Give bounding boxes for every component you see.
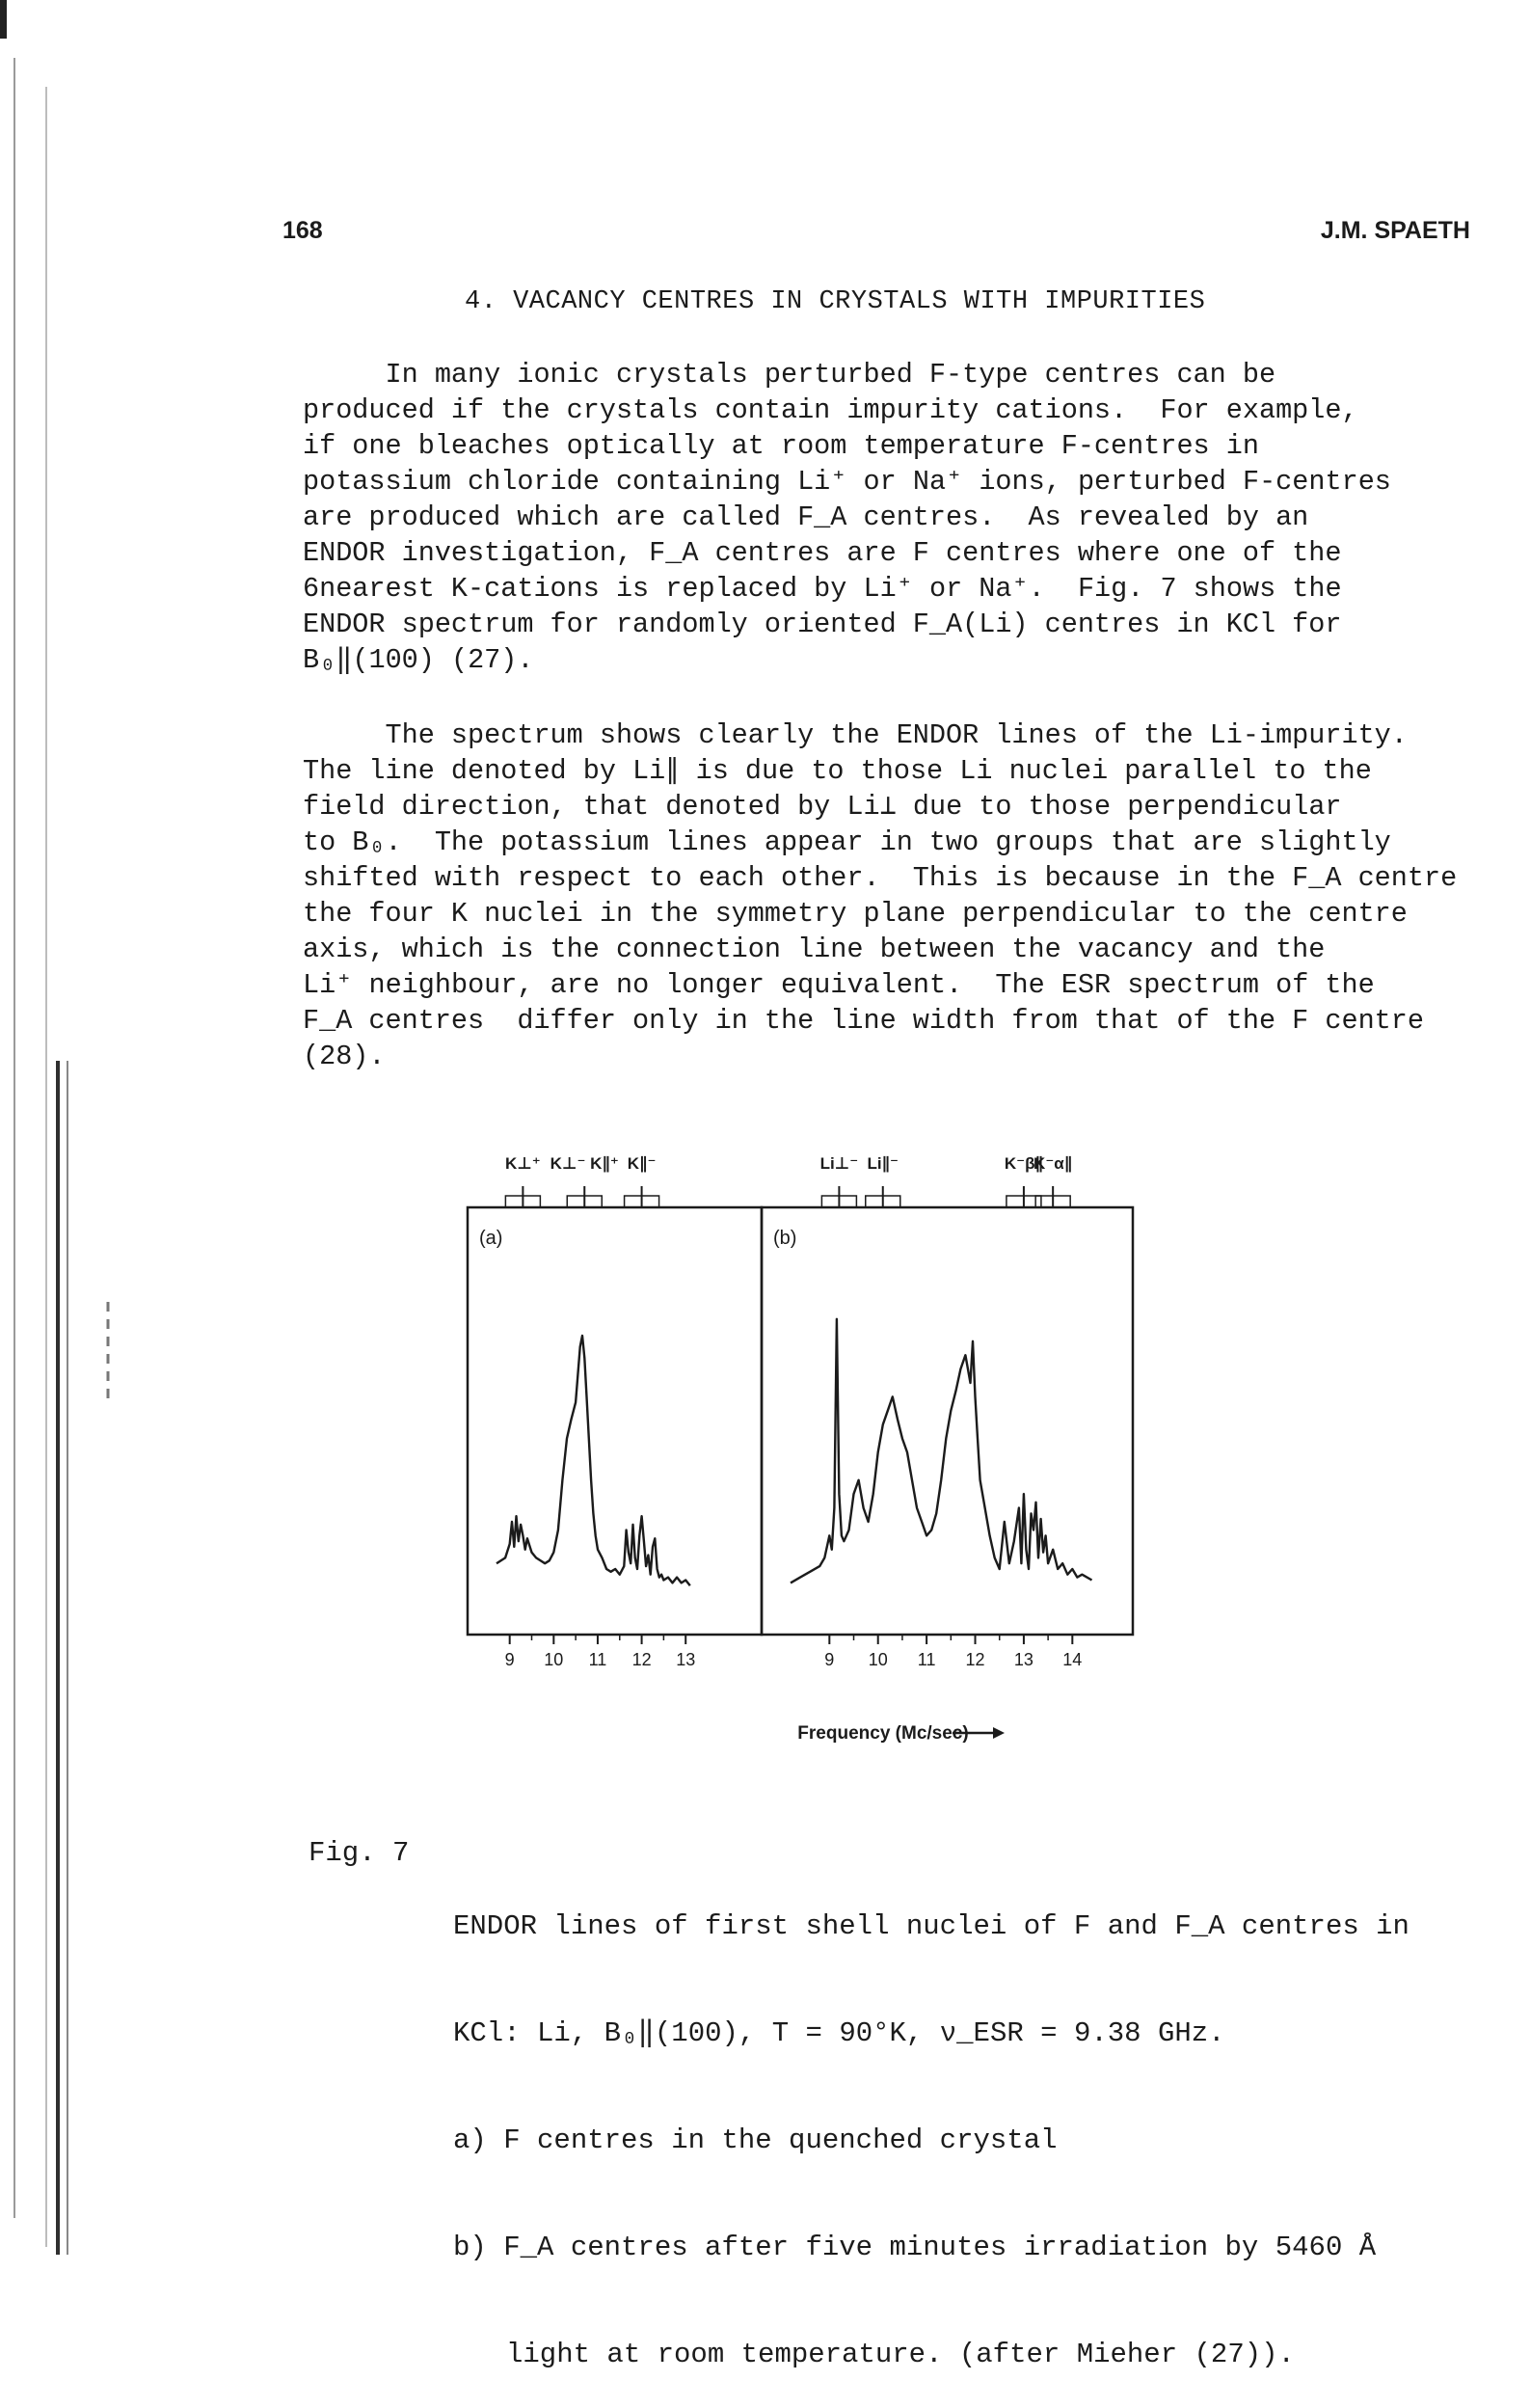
figure-caption-label: Fig. 7 (309, 1837, 410, 1869)
x-tick-label: 9 (824, 1650, 835, 1669)
page-number: 168 (282, 217, 323, 244)
body-paragraph-2: The spectrum shows clearly the ENDOR lines of the Li-impurity. The line denoted by Li∥ is due to those Li nuclei parallel to the field direction, that denoted by Li⊥ due to those perpendicular to B₀. The potassium lines appear in two groups that are slightly shifted with respect to each other. This is because in the F_A centre the four K nuclei in the symmetry plane perpendicular to the centre axis, which is the connection line between the vacancy and the Li⁺ neighbour, are no longer equivalent. The ESR spectrum of the F_A centres differ only in the line width from that of the F centre (28). (303, 719, 1458, 1072)
spectrum-line (497, 1336, 690, 1585)
figure-7-endor-spectra (405, 1114, 1369, 1760)
x-tick-label: 9 (504, 1650, 515, 1669)
top-marker-label: Li∥⁻ (867, 1154, 899, 1173)
section-heading: 4. VACANCY CENTRES IN CRYSTALS WITH IMPURITIES (465, 287, 1206, 316)
x-tick-label: 10 (868, 1650, 888, 1669)
running-head: J.M. SPAETH (1320, 217, 1470, 244)
panel-label: (a) (479, 1228, 503, 1249)
x-tick-label: 11 (917, 1650, 936, 1669)
body-paragraph-1: In many ionic crystals perturbed F-type centres can be produced if the crystals contain impurity cations. For example, if one bleaches optically at room temperature F-centres in potassium chloride containing Li⁺ or Na⁺ ions, perturbed F-centres are produced which are called F_A centres. As revealed by an ENDOR investigation, F_A centres are F centres where one of the 6nearest K-cations is replaced by Li⁺ or Na⁺. Fig. 7 shows the ENDOR spectrum for randomly oriented F_A(Li) centres in KCl for B₀‖(100) (27). (303, 359, 1391, 676)
panel-label: (b) (773, 1228, 797, 1249)
top-marker-label: K∥⁻ (627, 1154, 657, 1173)
top-marker-label: K⊥⁻ K∥⁺ (550, 1154, 619, 1173)
x-tick-label: 11 (588, 1650, 607, 1669)
x-tick-label: 14 (1062, 1650, 1083, 1669)
panel-b (762, 1154, 1133, 1669)
x-tick-label: 12 (631, 1650, 652, 1669)
x-axis-arrowhead-icon (993, 1727, 1005, 1739)
caption-line-4: b) F_A centres after five minutes irradiation by 5460 Å (453, 2232, 1377, 2263)
binding-edge-shadow (0, 0, 135, 2255)
top-marker-label: Li⊥⁻ (819, 1154, 859, 1173)
x-tick-label: 10 (544, 1650, 564, 1669)
panel-a (468, 1154, 762, 1669)
figure-caption (453, 1837, 1494, 2408)
spectrum-line (791, 1319, 1092, 1583)
top-marker-label: K⁻β∥ (1004, 1154, 1043, 1173)
panel-frame (762, 1207, 1133, 1635)
caption-line-5: light at room temperature. (after Mieher (27)). (506, 2339, 1295, 2370)
caption-line-1: ENDOR lines of first shell nuclei of F and F_A centres in (453, 1910, 1409, 1942)
x-axis-label: Frequency (Mc/sec) (797, 1723, 969, 1744)
top-marker-label: K⁻α∥ (1033, 1154, 1073, 1173)
caption-line-2: KCl: Li, B₀‖(100), T = 90°K, ν_ESR = 9.38 GHz. (453, 2017, 1225, 2049)
x-tick-label: 13 (1013, 1650, 1033, 1669)
caption-line-3: a) F centres in the quenched crystal (453, 2124, 1058, 2156)
x-tick-label: 12 (965, 1650, 985, 1669)
top-marker-label: K⊥⁺ (504, 1154, 541, 1173)
x-tick-label: 13 (676, 1650, 696, 1669)
